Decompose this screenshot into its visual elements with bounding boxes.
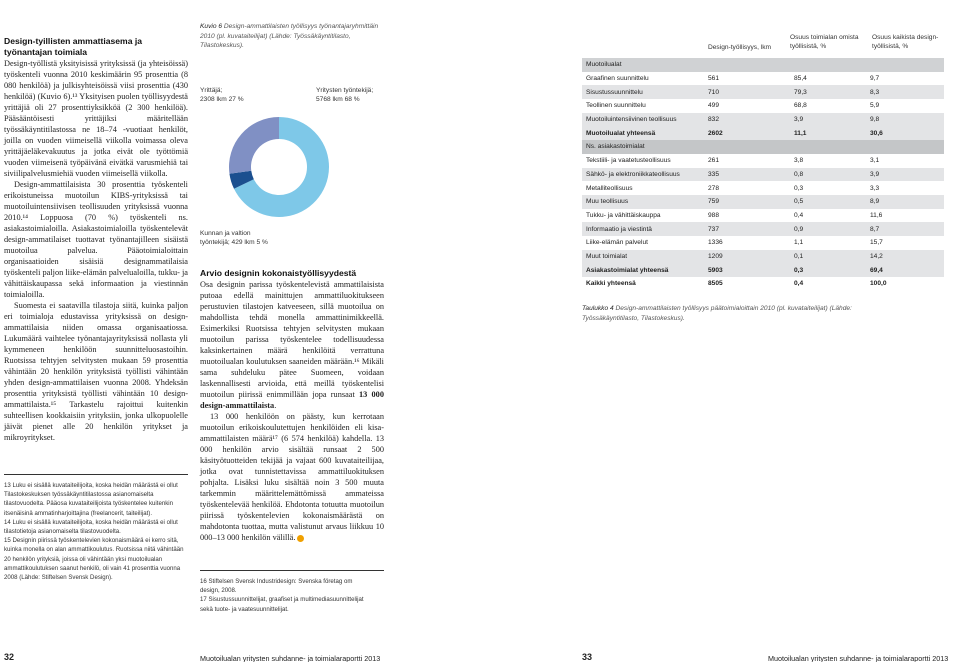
table-cell: Muu teollisuus xyxy=(586,198,629,206)
left-body xyxy=(4,58,188,443)
table-cell: 1336 xyxy=(708,239,723,247)
end-marker-icon xyxy=(297,535,304,542)
table-number: Taulukko 4 xyxy=(582,305,614,312)
footer-left-title xyxy=(200,654,380,662)
footer-right-title xyxy=(768,654,948,662)
table-cell: 0,9 xyxy=(794,225,804,233)
middle-footnotes xyxy=(200,577,370,614)
middle-body xyxy=(200,279,384,543)
table-body xyxy=(582,58,944,291)
label-companies-name: Yritysten työntekijä; xyxy=(316,87,374,94)
paragraph xyxy=(200,411,384,543)
table-cell: Liike-elämän palvelut xyxy=(586,239,648,247)
table-cell: 1,1 xyxy=(794,239,804,247)
label-municipal-name2: työntekijä; xyxy=(200,239,230,246)
table-row xyxy=(582,209,944,223)
table-cell: 8,7 xyxy=(870,225,880,233)
table-cell: Graafinen suunnittelu xyxy=(586,75,649,83)
employment-table xyxy=(582,34,944,291)
table-caption xyxy=(582,304,882,323)
table-row xyxy=(582,85,944,99)
table-cell: 710 xyxy=(708,88,720,96)
table-cell: 30,6 xyxy=(870,129,883,137)
paragraph xyxy=(200,279,384,411)
table-cell: 15,7 xyxy=(870,239,883,247)
table-cell: Asiakastoimialat yhteensä xyxy=(586,266,669,274)
table-cell: 0,5 xyxy=(794,198,804,206)
paragraph-highlight: 13 000 design-ammattilaista xyxy=(200,390,384,410)
left-column xyxy=(4,36,188,443)
table-cell: 3,9 xyxy=(794,116,804,124)
table-cell: 5903 xyxy=(708,266,723,274)
paragraph: Suomesta ei saatavilla tilastoja siitä, kuinka paljon eri toimialoja edustavissa yrityksissä on design-ammattilaisia niiden omassa organisaatiossa. Lukumäärä vaihtelee työnantajayrityksissä nollasta yli kymmeneen henkilöön suunnitteluosastoihin. Ruotsissa tehtyjen selvitysten mukaan 59 prosenttia vähintään 20 henkilön yrityksistä työllisti vähintään yhden design-ammattilaisen vuonna 2008. Yhdeksän prosenttia yrityksistä työllisti vähintään 10 design-ammattilaista.¹⁵ Tarkastelu rajoittui kuitenkin suhteellisen kookkaisiin yrityksiin, jonka ulkopuolelle jäivät pienet alle 20 henkilön yritykset ja mikroyritykset. xyxy=(4,301,188,442)
footnote-divider xyxy=(200,570,384,571)
table-cell: Sähkö- ja elektroniikkateollisuus xyxy=(586,170,680,178)
table-row xyxy=(582,154,944,168)
table-row xyxy=(582,181,944,195)
table-cell: 759 xyxy=(708,198,720,206)
table-cell: 14,2 xyxy=(870,252,883,260)
label-entrepreneurs-value: 2308 lkm 27 % xyxy=(200,96,244,103)
label-municipal-value: 429 lkm 5 % xyxy=(231,239,268,246)
table-header-cell: Osuus kaikista design-työllisistä, % xyxy=(872,34,939,50)
table-cell: 3,1 xyxy=(870,157,880,165)
table-row xyxy=(582,250,944,264)
label-municipal-value-line xyxy=(200,238,268,247)
table-row xyxy=(582,113,944,127)
table-row xyxy=(582,277,944,291)
footer-right xyxy=(582,652,592,662)
table-cell: 11,6 xyxy=(870,211,883,219)
footnote: 17 Sisustussuunnittelijat, graafiset ja multimediasuunnittelijat sekä tuote- ja vaatesuunnittelijat. xyxy=(200,596,364,613)
page-number: 32 xyxy=(4,652,15,662)
label-companies xyxy=(316,86,373,104)
figure-caption xyxy=(200,22,384,51)
table-cell: 1209 xyxy=(708,252,723,260)
figure-number: Kuvio 6 xyxy=(200,23,222,30)
table-cell: Muotoiluintensiivinen teollisuus xyxy=(586,116,677,124)
table-cell: 0,1 xyxy=(794,252,804,260)
label-entrepreneurs-name: Yrittäjä; xyxy=(200,87,223,94)
table-caption-text: Design-ammattilaisten työllisyys päätoimialoittain 2010 (pl. kuvataiteilijat) (Lähde: Työssäkäyntitilasto, Tilastokeskus). xyxy=(582,305,852,322)
table-row xyxy=(582,168,944,182)
table-cell: 261 xyxy=(708,157,720,165)
middle-column xyxy=(200,268,384,543)
table-cell: 499 xyxy=(708,102,720,110)
table-cell: 9,7 xyxy=(870,75,880,83)
table-cell: 5,9 xyxy=(870,102,880,110)
page-number: 33 xyxy=(582,652,593,662)
table-cell: 3,8 xyxy=(794,157,804,165)
table-row xyxy=(582,140,944,154)
table-cell: Sisustussuunnittelu xyxy=(586,88,643,96)
table-cell: Ns. asiakastoimialat xyxy=(586,143,645,151)
table-header-cell: Design-työllisyys, lkm xyxy=(708,44,772,51)
table-cell: 0,8 xyxy=(794,170,804,178)
table-cell: Teollinen suunnittelu xyxy=(586,102,646,110)
table-cell: 69,4 xyxy=(870,266,883,274)
left-footnotes xyxy=(4,481,188,582)
table-cell: 68,8 xyxy=(794,102,807,110)
table-cell: 9,8 xyxy=(870,116,880,124)
table-row xyxy=(582,72,944,86)
footnote: 14 Luku ei sisällä kuvataiteilijoita, koska heidän määrästä ei ollut tilastotietoja asianomaiselta tilastovuodelta. xyxy=(4,518,178,536)
section-heading: Design-tyillisten ammattiasema ja työnantajan toimiala xyxy=(4,36,143,57)
table-cell: Informaatio ja viestintä xyxy=(586,225,652,233)
table-cell: 100,0 xyxy=(870,280,887,288)
paragraph: Design-ammattilaisista 30 prosenttia työskenteli erikoistuneissa muotoilun KIBS-yrityksissä tai muotoiluintensiivisen teollisuuden yrityksissä vuonna 2010.¹⁴ Loppuosa (70 %) työskenteli ns. asiakastoimialoilla. Asiakastoimialoilla työskentelevät design-ammatilaiset tuottavat työnantajilleen sisäistä muotoilua palvelua. Pääotoimialoittain organisaatioiden sisäisiä designammatilaisia työskenteli paljon liike-elämän palvelualoilla, tukku- ja vähittäiskaupassa sekä informaation ja viestinnän toimialoilla. xyxy=(4,180,188,299)
table-row xyxy=(582,236,944,250)
table-cell: 278 xyxy=(708,184,720,192)
section-heading-estimate: Arvio designin kokonaistyöllisyydestä xyxy=(200,268,357,278)
figure-caption-text: Design-ammattilaisten työllisyys työnantajaryhmittäin 2010 (pl. kuvataiteilijat) (Lähde: Työssäkäyntitilasto, Tilastokeskus). xyxy=(200,23,379,49)
table-row xyxy=(582,58,944,72)
footnote: 16 Stiftelsen Svensk Industridesign: Svenska företag om design, 2008. xyxy=(200,578,353,595)
table-row xyxy=(582,126,944,140)
paragraph-end: . xyxy=(274,401,277,410)
paragraph: Design-työllistä yksityisissä yrityksissä (ja yhteisöissä) työskenteli vuonna 2010 keskimäärin 95 prosenttia (8 080 henkilöä) ja julkisyhteisöissä viisi prosenttia (430 henkilöä) (Kuvio 6).¹³ Yksityisen puolen työllisyydestä yrittäjiä oli 27 prosenttiyksikköä (2 300 henkilöä). Pääsääntöisesti yrittäjiksi määritellään työssäkäyntitilastossa ne 18–74 -vuotiaat henkilöt, joilla on vuoden viimeisellä viikolla voimassa oleva yrittäjäeläkevakuutus ja jotka eivät ole työttömiä vuoden viimeisenä työpäivänä eivätkä varusmiehiä tai siviilipalvelusmiehiä vuoden viimeisellä viikolla. xyxy=(4,59,188,178)
table-cell: Kaikki yhteensä xyxy=(586,280,636,288)
table-header-cell: Osuus toimialan omista työllisistä, % xyxy=(790,34,859,50)
footnote: 15 Designin piirissä työskentelevien kokonaismäärä ei kerro sitä, kuinka monella on alan ammattikoulutus. Ruotsissa niitä vähintään 20 henkilön yrityksiä, joissa oli vähintään yksi muotoilualan ammattikoulutuksen saanut henkilö, oli vain 41 prosenttia vuonna 2008 (Lähde: Stiftelsen Svensk Design). xyxy=(4,537,184,582)
table-cell: 8,3 xyxy=(870,88,880,96)
table-cell: 0,4 xyxy=(794,211,804,219)
paragraph-text: 13 000 henkilöön on päästy, kun kerrotaan muotoilun erikoiskoulutettujen henkilöiden eli kisa-ammattilaisten määrä¹⁷ (6 574 henkilöä) kahdella. 13 000 henkilön arvio sisältää runsaat 2 500 käsityötuotteiden tekijää ja vajaat 600 kuvataiteilijaa, jotka ovat tunnistettavissa ammattiluokituksen pohjalta. Lisäksi luku sisältää noin 3 500 muuta tarkemmin määrittelemättömissä ammateissa työskentelevää henkilöä. Ehdotonta totuutta muotoilun piirissä työskentelevien kokonaismäärästä on mahdotonta tuottaa, mutta valistunut arvaus liikkuu 10 000–13 000 henkilön välillä. xyxy=(200,412,384,542)
donut-chart xyxy=(228,116,330,218)
table-row xyxy=(582,99,944,113)
footer-title: Muotoilualan yritysten suhdanne- ja toimialaraportti 2013 xyxy=(768,654,949,662)
table-cell: Muotoilualat xyxy=(586,61,622,69)
label-companies-value: 5768 lkm 68 % xyxy=(316,96,360,103)
table-cell: 335 xyxy=(708,170,720,178)
footnote-divider xyxy=(4,474,188,475)
table-row xyxy=(582,195,944,209)
slice-entrepreneurs xyxy=(229,117,279,174)
table-cell: 561 xyxy=(708,75,720,83)
table-row xyxy=(582,263,944,277)
label-municipal-name: Kunnan ja valtion xyxy=(200,230,251,237)
table-cell: 0,3 xyxy=(794,266,804,274)
footer-title: Muotoilualan yritysten suhdanne- ja toimialaraportti 2013 xyxy=(200,654,381,662)
table-cell: 0,3 xyxy=(794,184,804,192)
table-cell: Muotoilualat yhteensä xyxy=(586,129,656,137)
paragraph-start: Osa designin parissa työskentelevistä ammattilaisista putoaa edellä mainittujen ammattiluokitukseen perustuvien tilastojen katveeseen, sillä muotoilua on mahdollista tehdä monella ammattinimikkeellä. Esimerkiksi Ruotsissa tehtyjen selvitysten mukaan muotoilun parissa työskentelee todellisuudessa kaksinkertainen määrä henkilöitä verrattuna muotoilualan koulutuksen saaneiden määrään.¹⁶ Mikäli sama suhdeluku pätee Suomeen, voidaan laskennallisesti arvioida, että meillä työskentelisi muotoilun piirissä enimmillään jopa runsaat xyxy=(200,280,384,399)
table-cell: 3,9 xyxy=(870,170,880,178)
table-cell: 8505 xyxy=(708,280,723,288)
table-cell: 8,9 xyxy=(870,198,880,206)
table-header xyxy=(582,34,944,58)
table-cell: 2602 xyxy=(708,129,723,137)
table-cell: Tekstiili- ja vaatetusteollisuus xyxy=(586,157,671,165)
footer-left xyxy=(4,652,14,662)
table-cell: Tukku- ja vähittäiskauppa xyxy=(586,211,661,219)
footnote: 13 Luku ei sisällä kuvataiteilijoita, koska heidän määrästä ei ollut Tilastokeskuksen työssäkäyntitilastossa asianomaiselta tilastovuodelta. Pääosa kuvataiteilijoista työskentelee kuitenkin itsenäisinä ammatinharjoittajina (freelancerit, taiteilijat). xyxy=(4,482,178,517)
table-cell: 11,1 xyxy=(794,129,807,137)
table-cell: 3,3 xyxy=(870,184,880,192)
label-municipal xyxy=(200,229,268,247)
table-cell: 737 xyxy=(708,225,720,233)
table-cell: 0,4 xyxy=(794,280,804,288)
table-cell: 85,4 xyxy=(794,75,807,83)
table-cell: 79,3 xyxy=(794,88,807,96)
table-cell: 988 xyxy=(708,211,720,219)
table-row xyxy=(582,222,944,236)
table-cell: 832 xyxy=(708,116,720,124)
table-cell: Metalliteollisuus xyxy=(586,184,633,192)
label-entrepreneurs xyxy=(200,86,244,104)
table-cell: Muut toimialat xyxy=(586,252,628,260)
